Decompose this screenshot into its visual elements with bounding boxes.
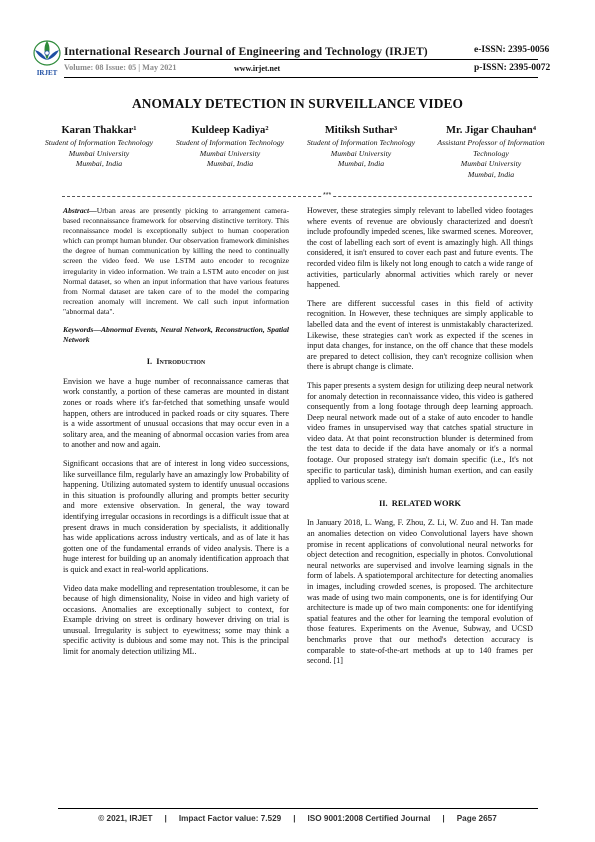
author-location: Mumbai, India xyxy=(467,169,515,179)
author-name: Kuldeep Kadiya² xyxy=(191,125,269,136)
right-column xyxy=(307,206,533,675)
footer-separator: | xyxy=(293,814,296,823)
volume-issue: Volume: 08 Issue: 05 | May 2021 xyxy=(64,63,177,72)
paragraph: Video data make modelling and representation troublesome, it can be because of high dimensionality, Noise in video and high variety of occasions. Anomalies are exceptionally subject to context, for Example driving on street is ordinary however driving on trial is unusual. Irregularity is subject to eyewitness; some may think a specific activity is dubious and some may not. This is the principal limit for anomaly detection utilizing ML. xyxy=(63,583,289,657)
footer-copyright: © 2021, IRJET xyxy=(98,814,153,823)
logo-text: IRJET xyxy=(36,69,58,77)
author-university: Mumbai University xyxy=(460,159,522,169)
author-name: Karan Thakkar¹ xyxy=(61,125,137,136)
author-block xyxy=(171,124,289,170)
paragraph: However, these strategies simply relevant to labelled video footages where events of revenue are obviously characterized and doesn't include profoundly impeded scenes, like swarmed scenes. Moreover, the cost of labelling each sort of event is amazingly high. All things considered, it isn't ensured to cover each past and future events. The recorded video film is likely not long enough to catch a wide range of activities, particularly abnormal activities which rarely or never happened. xyxy=(307,206,533,290)
paragraph: There are different successful cases in this field of activity recognition. In However, these techniques are simply applicable to labelled data and the event of interest is unmistakably characterized. Likewise, these strategies can't work as expected if the scenes in input data changes, for instance, on the off chance that these models are prepared to detect collision, they can't recognize collision when there is abrupt change is climate. xyxy=(307,298,533,372)
abstract xyxy=(63,206,289,317)
left-column xyxy=(63,206,289,666)
header-bottom-rule xyxy=(64,77,538,78)
author-university: Mumbai University xyxy=(199,148,261,158)
abstract-text: Urban areas are presently picking to arrangement camera-based reconnaissance framework for observing distinctive territory. This reconnaissance model is exceptionally subject to human cooperation which can prompt human blunder. Our observation framework diminishes the degree of human communication by killing the need to continually screen the video feed. We use LSTM auto encoder to recognize irregularity in video information. We train a LSTM auto encoder on just Normal dataset, so when an input information that have various features from Normal dataset are taken care of to the model the comparing recreation anomaly will increment. We call such input information "abnormal data". xyxy=(63,206,289,316)
author-name: Mr. Jigar Chauhan⁴ xyxy=(445,125,536,136)
header-rule xyxy=(64,59,538,60)
author-university: Mumbai University xyxy=(68,148,130,158)
paragraph: Significant occasions that are of interest in long video successions, like surveillance film, regularly have an amazingly low Probability of happening. Utilizing automated system to identify unusual occasions in this situation is profoundly alluring and prompts better security and more extensive observation. In general, the way toward identifying irregular occasions in recordings is a difficult issue that at present draws in much consideration by specialists, it additionally has wide applications across industry verticals, and as of late it has gotten one of the fundamental errands of video analysis. There is a huge interest for building up an anomaly identification approach that is quick and exact in real-world applications. xyxy=(63,458,289,574)
e-issn: e-ISSN: 2395-0056 xyxy=(474,45,550,55)
author-location: Mumbai, India xyxy=(337,159,385,169)
author-block xyxy=(432,124,550,180)
author-affiliation: Student of Information Technology xyxy=(175,138,285,147)
footer-separator: | xyxy=(442,814,445,823)
footer-impact-factor: Impact Factor value: 7.529 xyxy=(178,814,282,823)
author-block xyxy=(40,124,158,170)
paragraph: This paper presents a system design for utilizing deep neural network for anomaly detection in reconnaissance video, this video is gathered consequently from a long footage through deep learning approach. Deep neural network made out of a stake of auto encoder to handle video frames in unsupervised way that catches spatial structure in video data. At that point reconstruction blunder is determined from the test data to decide if the data have anomaly or it's a normal footage. Our proposed strategy isn't domain specific (i.e., It's not specific to particular task), diminish human exertion, and can easily applied to various scene. xyxy=(307,380,533,486)
p-issn: p-ISSN: 2395-0072 xyxy=(474,63,551,73)
footer-page-number: Page 2657 xyxy=(456,814,497,823)
separator-stars: *** xyxy=(323,192,332,199)
paper-title: ANOMALY DETECTION IN SURVEILLANCE VIDEO xyxy=(131,96,464,111)
paragraph: In January 2018, L. Wang, F. Zhou, Z. Li, W. Zuo and H. Tan made an anomalies detection on video Convolutional layers have shown promise in recent applications of convolutional neural networks for object detection and recognition, especially in photos. Convolutional neural networks are supervised and involve learning signals in the form of labels. A spatiotemporal architecture for detecting anomalies in images, including crowded scenes, is proposed. The architecture was made of using two main components, one is for identifying Our architecture is made up of two main components: one for identifying spatial features and the other for learning the temporal evolution of those features. Experiments on the Avenue, Subway, and UCSD benchmarks prove that our method's detection accuracy is comparable to state-of-the-art methods at up to 140 frames per second. [1] xyxy=(307,518,533,666)
author-location: Mumbai, India xyxy=(206,159,254,169)
section-heading-related-work: II. RELATED WORK xyxy=(378,498,462,508)
author-affiliation: Student of Information Technology xyxy=(306,138,416,147)
page-footer xyxy=(0,814,595,823)
section-separator xyxy=(62,196,532,197)
journal-title: International Research Journal of Engineering and Technology (IRJET) xyxy=(64,45,428,58)
irjet-logo xyxy=(30,38,64,78)
footer-rule xyxy=(58,808,538,809)
author-affiliation: Student of Information Technology xyxy=(44,138,154,147)
journal-website[interactable]: www.irjet.net xyxy=(234,64,281,73)
author-university: Mumbai University xyxy=(330,148,392,158)
author-block xyxy=(302,124,420,170)
keywords: Keywords—Abnormal Events, Neural Network, Reconstruction, Spatial Network xyxy=(63,325,289,345)
abstract-lead: Abstract— xyxy=(63,206,97,215)
author-location: Mumbai, India xyxy=(75,159,123,169)
author-affiliation: Assistant Professor of Information Technology xyxy=(437,138,545,158)
section-heading-introduction: I. Introduction xyxy=(146,357,206,367)
footer-iso: ISO 9001:2008 Certified Journal xyxy=(307,814,431,823)
footer-separator: | xyxy=(164,814,167,823)
paragraph: Envision we have a huge number of reconnaissance cameras that work constantly, a portion of these cameras are mounted in distant zones or roads where it's far-fetched that something unsafe would happen, others are introduced in packed roads or city squares. There is a wide assortment of unusual occasions that may occur even in a solitary area, and the meaning of abnormal occasion varies from area to another and now and again. xyxy=(63,376,289,450)
author-name: Mitiksh Suthar³ xyxy=(324,125,398,136)
logo-emblem-icon xyxy=(34,41,60,65)
